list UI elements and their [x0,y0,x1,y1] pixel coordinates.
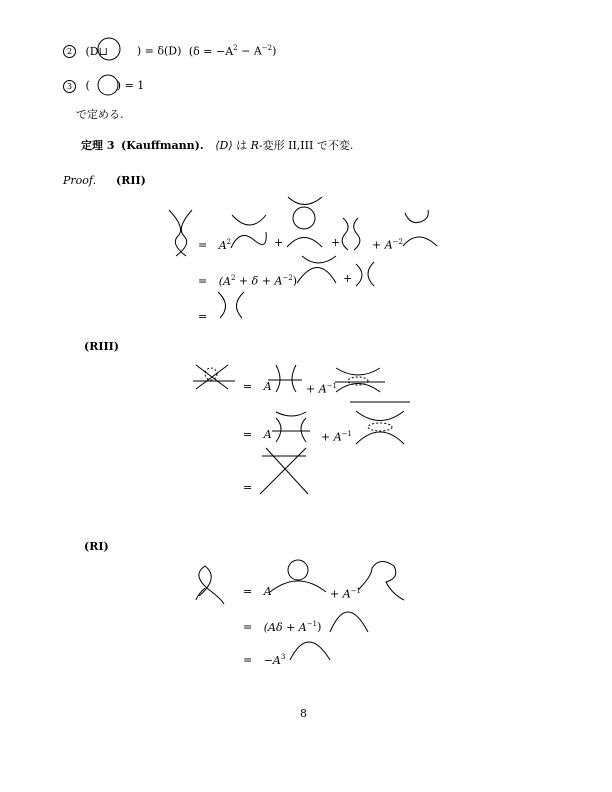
riii-l1-plus-text: + A [306,382,327,396]
ri-l3-eq: = [243,653,253,667]
riii-line2-term2 [350,402,410,444]
item-2-expm: −2 [261,44,273,52]
riii-lhs-diagram [193,365,235,389]
theorem-bracket: ⟨D⟩ [215,139,233,152]
ri-l1-a: A [263,585,272,598]
rii-term4 [403,210,437,246]
item-3-marker: 3 [63,80,76,93]
item3-circle [98,75,118,95]
rii-term3 [342,218,360,250]
rii-line3-diagram [218,292,244,318]
ri-term1-diagram [270,560,326,592]
riii-l2-plus-text: + A [321,430,342,444]
theorem-post: -変形 II,III で不変. [258,139,354,152]
item-2-rhs: ) = δ(D) [136,44,182,58]
page-number: 8 [300,707,307,720]
item-2-delta-def: (δ = −A [188,44,234,58]
riii-line3-eq: = [243,481,253,494]
item-2-lhs: (D⊔ [85,44,108,58]
rii-l2-close: ) [292,274,298,288]
item-2-marker: 2 [63,45,76,58]
rii-l2-exp: 2 [230,274,236,282]
riii-l2-eq: = [243,428,253,441]
rii-line3-eq: = [198,310,208,323]
theorem-label: 定理 3 [81,139,115,152]
rii-l2-plus: + [343,272,353,285]
rii-l1-eq: = [198,238,208,252]
riii-l2-a: A [263,428,272,441]
ri-term2-diagram [358,561,404,600]
riii-term2-diagram [335,368,385,392]
rii-l1-a: A [218,238,227,252]
proof-label: Proof. [63,174,97,187]
rii-lhs-diagram [169,210,192,256]
rii-line2-diagrams [297,256,374,286]
ri-l1-eq: = [243,585,253,598]
item2-circle [98,38,120,60]
item-3-close: ) = 1 [116,79,145,92]
rii-l2-eq: = [198,274,208,288]
rii-term1 [231,215,266,248]
item-2-minus: − A [237,44,262,58]
item-2-close: ) [272,44,277,58]
ri-l1-plus-text: + A [330,587,351,601]
case-rii: (RII) [116,174,146,187]
theorem-name: (Kauffmann). [120,139,204,152]
case-riii: (RIII) [84,340,119,353]
item-3-open: ( [85,79,90,92]
riii-l1-exp: −1 [326,382,337,390]
item-2-exp: 2 [233,44,238,52]
ri-l2-text: (Aδ + A [263,620,307,634]
riii-l2-exp: −1 [341,430,352,438]
ri-l1-exp: −1 [350,587,361,595]
rii-l1-plus3-text: + A [372,238,393,252]
ri-l2-close: ) [317,620,322,634]
ri-l3-text: −A [263,653,281,667]
ri-l2-exp: −1 [306,620,318,628]
ri-lhs-diagram [196,566,224,604]
case-ri: (RI) [84,540,109,553]
rii-l1-plus2: + [331,236,341,249]
rii-l1-plus3-exp: −2 [392,238,403,246]
riii-l1-a: A [263,380,272,393]
rii-l2-text: (A [218,274,231,288]
defined-text: で定める. [76,108,124,121]
ri-l2-eq: = [243,620,253,634]
rii-l2-exp2: −2 [282,274,293,282]
ri-line3-diagram [290,642,330,660]
theorem-r: R [250,139,259,152]
riii-term1-diagram [268,365,302,392]
riii-l1-eq: = [243,380,253,393]
ri-l3-exp: 3 [280,653,286,661]
rii-l1-aexp: 2 [226,238,232,246]
rii-l2-mid: + δ + A [235,274,283,288]
ri-line2-diagram [330,612,368,632]
theorem-mid: は [232,139,251,152]
riii-line2-term1 [272,412,310,442]
riii-line3-diagram [260,448,308,494]
rii-term2 [287,197,322,247]
rii-l1-plus1: + [274,236,284,249]
